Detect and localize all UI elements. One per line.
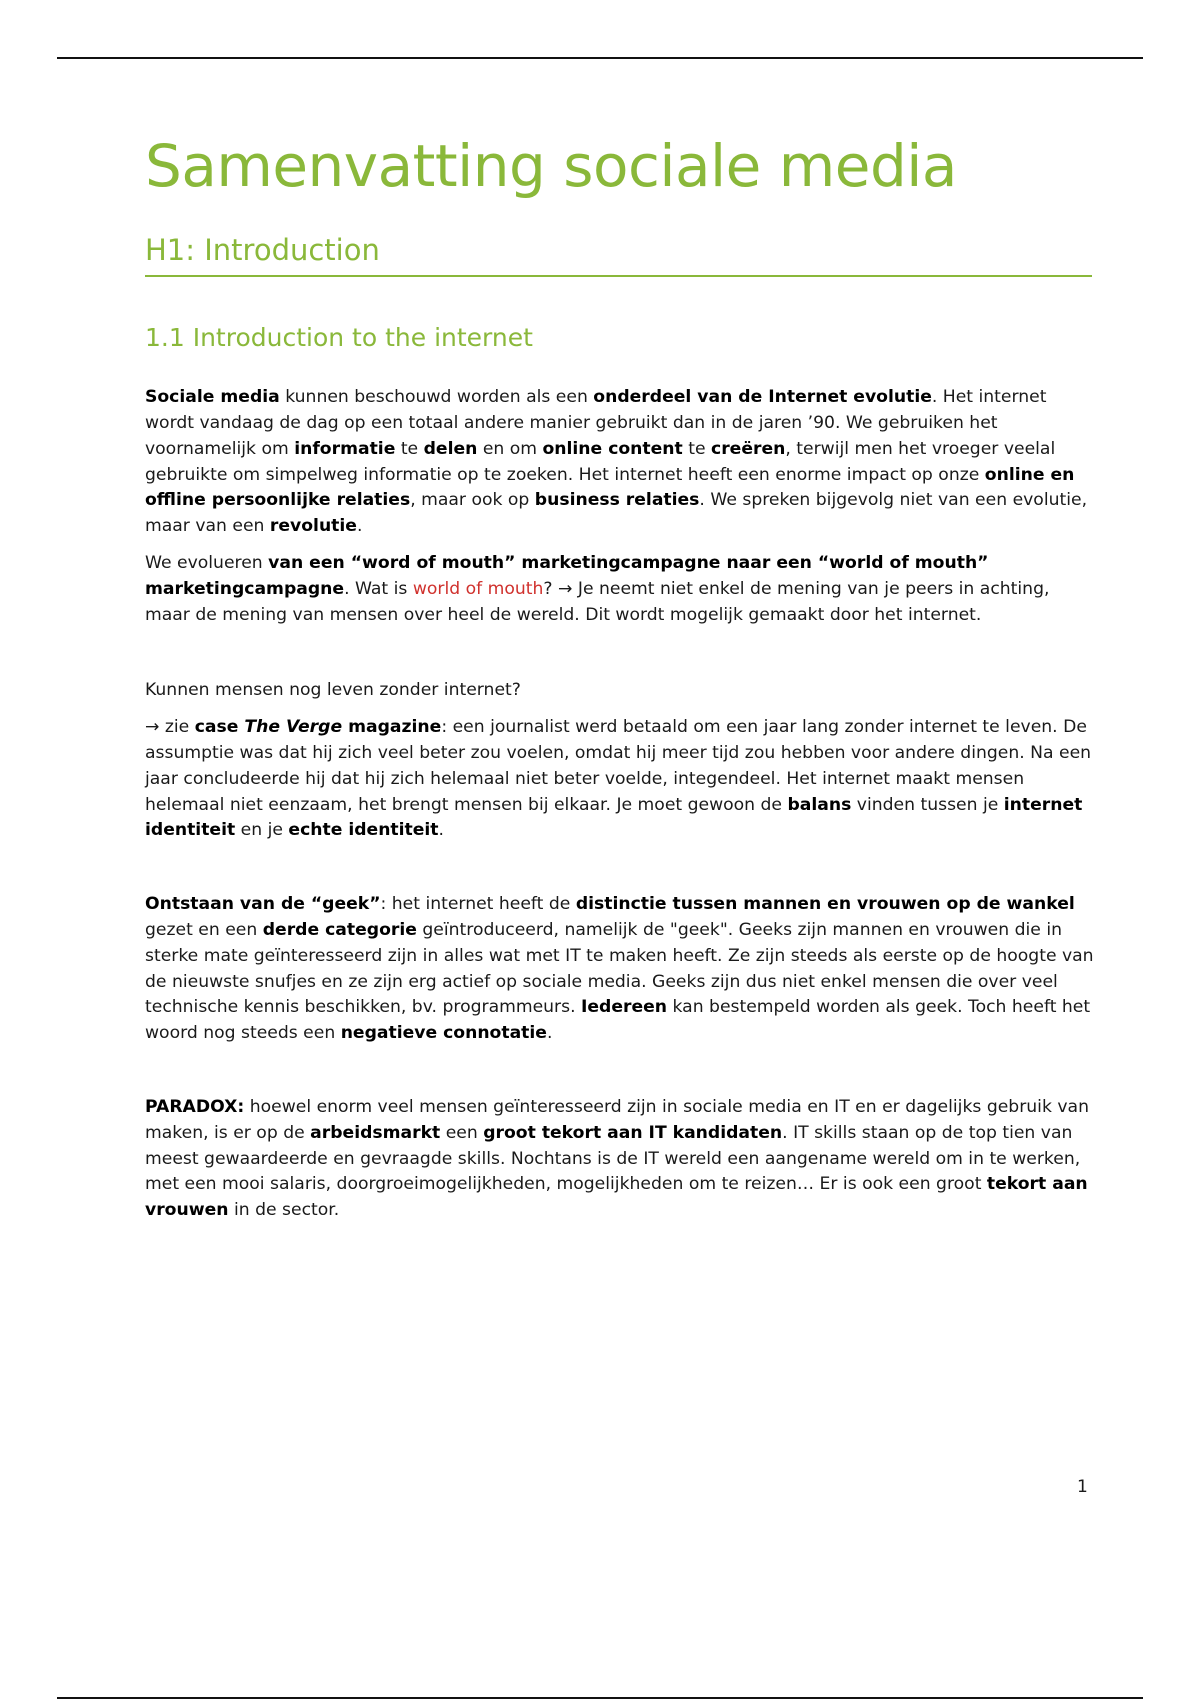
text-run: een (440, 1122, 484, 1143)
text-run: te (682, 438, 711, 459)
text-run: internet identiteit (145, 794, 1083, 841)
text-run: informatie (294, 438, 396, 459)
text-run: in de sector. (228, 1200, 340, 1221)
document-title: Samenvatting sociale media (145, 132, 957, 200)
text-run: : het internet heeft de (380, 894, 576, 915)
text-run: ? → Je neemt niet enkel de mening van je peers in achting, maar de mening van mensen over heel de wereld. Dit wordt mogelijk gemaakt door het internet. (145, 578, 1050, 625)
text-run: balans (787, 794, 852, 815)
text-run: creëren (711, 438, 786, 459)
text-run: . Het internet wordt vandaag de dag op een totaal andere manier gebruikt dan in de jaren ’90. We gebruiken het voornamelijk om (145, 387, 1047, 459)
text-run: business relaties (534, 490, 700, 511)
text-run: online en offline persoonlijke relaties (145, 464, 1075, 511)
text-run: hoewel enorm veel mensen geïnteresseerd zijn in sociale media en IT en er dagelijks gebruik van maken, is er op de (145, 1097, 1089, 1143)
text-run: . IT skills staan op de top tien van meest gewaardeerde en gevraagde skills. Nochtans is de IT wereld een aangename wereld om in te werken, met een mooi salaris, doorgroeimogelijkheden, mogelijkheden om te reizen… Er is ook een groot (145, 1122, 1081, 1195)
text-run: van een “word of mouth” marketingcampagne naar een “world of mouth” marketingcampagne (145, 553, 989, 599)
page-number: 1 (1077, 1477, 1088, 1497)
text-run: tekort aan vrouwen (145, 1174, 1088, 1221)
paragraph-the-verge-case (145, 715, 1095, 844)
text-run: online content (542, 438, 683, 459)
text-run: onderdeel van de Internet evolutie (593, 387, 932, 408)
header-rule (57, 57, 1143, 59)
text-run: world of mouth (412, 578, 544, 599)
paragraph-world-of-mouth (145, 551, 1095, 628)
document-page (145, 130, 1095, 1224)
text-run: Kunnen mensen nog leven zonder internet? (145, 680, 521, 701)
text-run: kunnen beschouwd worden als een (279, 387, 594, 408)
text-run: . (438, 820, 444, 841)
text-run: revolutie (269, 516, 357, 537)
text-run: , maar ook op (410, 490, 535, 511)
text-run: arbeidsmarkt (310, 1122, 441, 1143)
text-run: : een journalist werd betaald om een jaar lang zonder internet te leven. De assumptie was dat hij zich veel beter zou voelen, omdat hij meer tijd zou hebben voor andere dingen. Na een jaar concludeerde hij dat hij zich helemaal niet beter voelde, integendeel. Het internet maakt mensen helemaal niet eenzaam, het brengt mensen bij elkaar. Je moet gewoon de (145, 717, 1092, 815)
paragraph-sociale-media (145, 385, 1095, 540)
text-run: Ontstaan van de “geek” (145, 894, 381, 915)
text-run: echte identiteit (288, 820, 439, 841)
text-run: , terwijl men het vroeger veelal gebruikte om simpelweg informatie op te zoeken. Het internet heeft een enorme impact op onze (145, 438, 1056, 485)
text-run: . (356, 516, 363, 537)
text-run: We evolueren (145, 553, 269, 574)
text-run: geïntroduceerd, namelijk de "geek". Geeks zijn mannen en vrouwen die in sterke mate geïnteresseerd zijn in alles wat met IT te maken heeft. Ze zijn steeds als eerste op de hoogte van de nieuwste snufjes en ze zijn erg actief op sociale media. Geeks zijn dus niet enkel mensen die over veel technische kennis beschikken, bv. programmeurs. (145, 920, 1094, 1018)
text-run: en je (235, 820, 289, 841)
text-run: derde categorie (262, 920, 417, 941)
text-run: . (546, 1023, 553, 1044)
paragraph-paradox (145, 1095, 1095, 1224)
text-run: The Verge (244, 717, 343, 738)
text-run: . We spreken bijgevolg niet van een evolutie, maar van een (145, 490, 1088, 537)
text-run: en om (477, 438, 543, 459)
footer-rule (57, 1697, 1143, 1699)
text-run: Iedereen (581, 997, 668, 1018)
chapter-heading: H1: Introduction (145, 233, 1092, 278)
text-run: delen (423, 438, 478, 459)
text-run: → zie (145, 717, 195, 738)
paragraph-geek (145, 892, 1095, 1047)
text-run: te (395, 438, 424, 459)
text-run: PARADOX: (145, 1097, 245, 1118)
text-run: vinden tussen je (851, 794, 1004, 815)
text-run: kan bestempeld worden als geek. Toch heeft het woord nog steeds een (145, 997, 1091, 1044)
text-run: groot tekort aan IT kandidaten (483, 1122, 783, 1143)
text-run: case (194, 717, 245, 738)
text-run: Sociale media (145, 387, 280, 408)
text-run: magazine (342, 717, 442, 738)
text-run: gezet en een (145, 920, 263, 941)
text-run: distinctie tussen mannen en vrouwen op de wankel (575, 894, 1075, 915)
section-heading: 1.1 Introduction to the internet (145, 323, 533, 353)
text-run: . Wat is (344, 578, 413, 599)
text-run: negatieve connotatie (340, 1023, 547, 1044)
paragraph-question (145, 678, 1095, 704)
